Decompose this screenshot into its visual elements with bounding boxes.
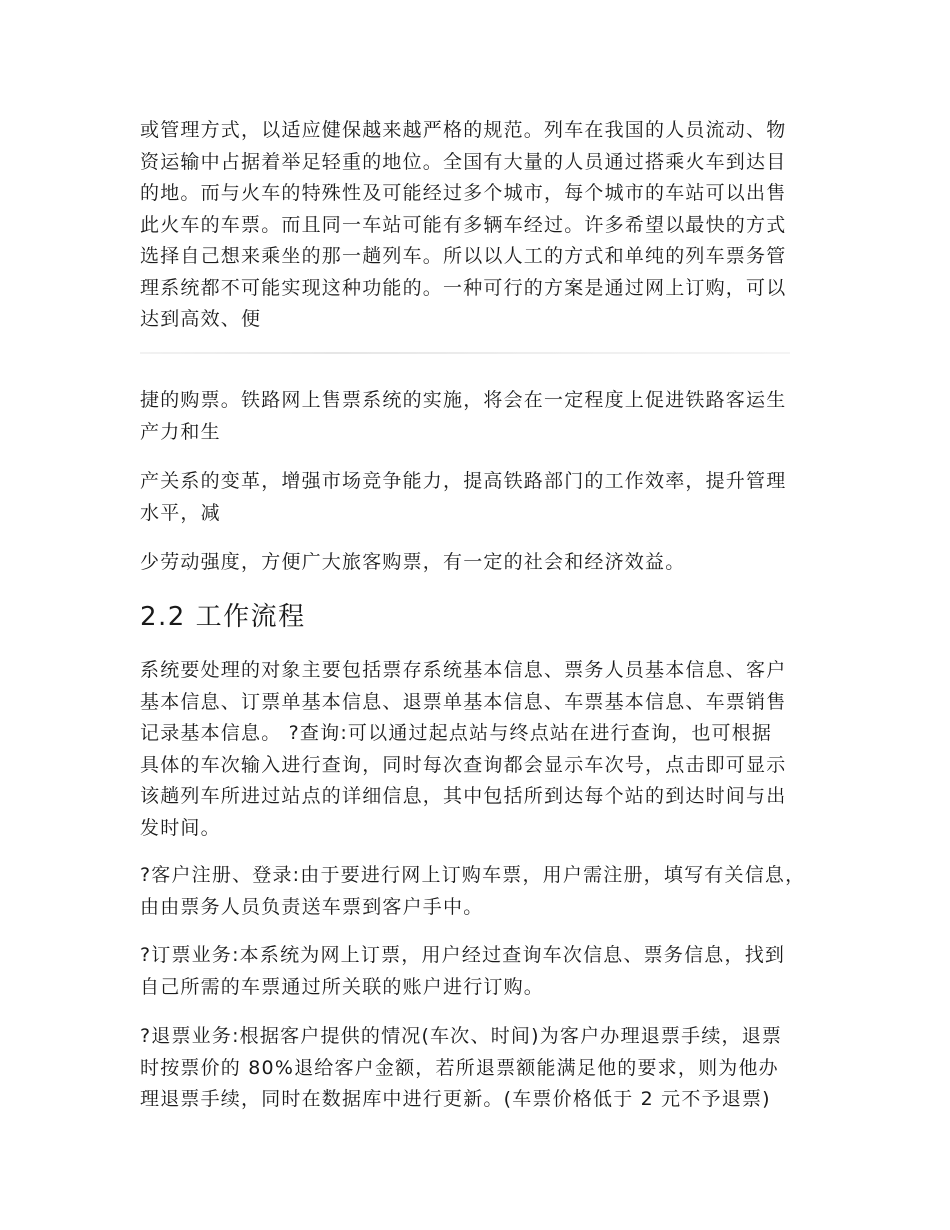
paragraph-continued-3	[140, 547, 820, 579]
paragraph-refund	[140, 1021, 820, 1116]
text-line: 捷的购票。铁路网上售票系统的实施，将会在一定程度上促进铁路客运生	[140, 389, 787, 411]
paragraph-continued-1	[140, 385, 820, 448]
text-line: 发时间。	[140, 816, 221, 839]
paragraph-register-login	[140, 860, 820, 923]
text-line: 由由票务人员负责送车票到客户手中。	[140, 895, 484, 918]
paragraph-booking	[140, 940, 820, 1003]
page-break-divider	[140, 352, 790, 354]
text-line: 资运输中占据着举足轻重的地位。全国有大量的人员通过搭乘火车到达目	[140, 150, 787, 173]
text-line: 此火车的车票。而且同一车站可能有多辆车经过。许多希望以最快的方式	[140, 213, 787, 236]
text-line: 自己所需的车票通过所关联的账户进行订购。	[140, 975, 545, 998]
text-line: 产关系的变革，增强市场竞争能力，提高铁路部门的工作效率，提升管理	[140, 470, 787, 492]
text-line: ?客户注册、登录:由于要进行网上订购车票，用户需注册，填写有关信息，	[140, 864, 806, 886]
text-line: 记录基本信息。 ?查询:可以通过起点站与终点站在进行查询，也可根据	[140, 722, 773, 744]
text-line: 理退票手续，同时在数据库中进行更新。(车票价格低于 2 元不予退票)	[140, 1088, 771, 1110]
text-line: 时按票价的 80%退给客户金额，若所退票额能满足他的要求，则为他办	[140, 1056, 779, 1079]
section-heading: 2.2 工作流程	[140, 602, 306, 632]
paragraph-continued-2	[140, 466, 820, 529]
text-line: ?退票业务:根据客户提供的情况(车次、时间)为客户办理退票手续，退票	[140, 1025, 783, 1047]
text-line: 的地。而与火车的特殊性及可能经过多个城市，每个城市的车站可以出售	[140, 182, 787, 204]
text-line: 选择自己想来乘坐的那一趟列车。所以以人工的方式和单纯的列车票务管	[140, 245, 787, 267]
text-line: 该趟列车所进过站点的详细信息，其中包括所到达每个站的到达时间与出	[140, 785, 787, 807]
text-line: 系统要处理的对象主要包括票存系统基本信息、票务人员基本信息、客户	[140, 659, 787, 681]
text-line: 基本信息、订票单基本信息、退票单基本信息、车票基本信息、车票销售	[140, 690, 787, 713]
paragraph-workflow	[140, 655, 820, 844]
paragraph-intro	[140, 115, 820, 336]
text-line: 达到高效、便	[140, 308, 262, 330]
text-line: 具体的车次输入进行查询，同时每次查询都会显示车次号，点击即可显示	[140, 753, 787, 776]
text-line: 少劳动强度，方便广大旅客购票，有一定的社会和经济效益。	[140, 551, 686, 573]
text-line: 或管理方式，以适应健保越来越严格的规范。列车在我国的人员流动、物	[140, 119, 787, 141]
text-line: 水平，减	[140, 501, 221, 524]
text-line: 理系统都不可能实现这种功能的。一种可行的方案是通过网上订购，可以	[140, 276, 787, 299]
text-line: 产力和生	[140, 420, 221, 443]
text-line: ?订票业务:本系统为网上订票，用户经过查询车次信息、票务信息，找到	[140, 944, 786, 966]
